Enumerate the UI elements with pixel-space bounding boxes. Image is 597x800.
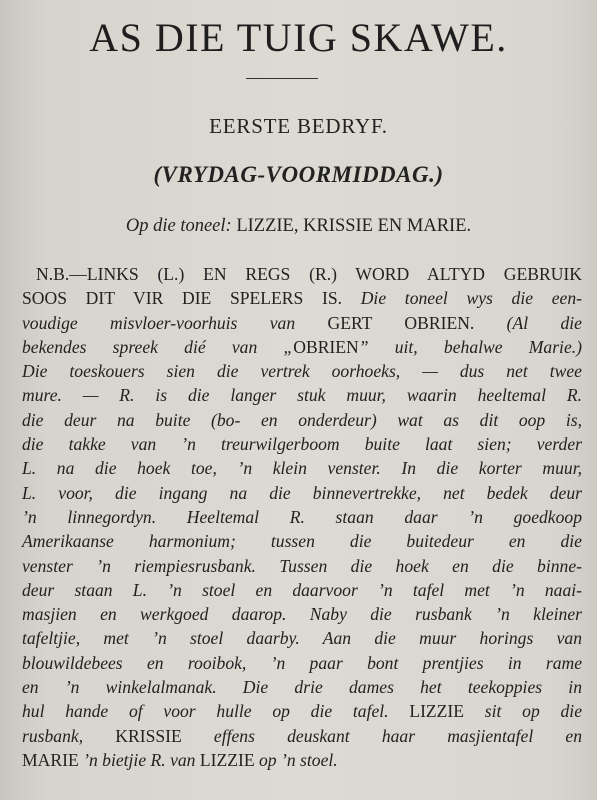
play-title: AS DIE TUIG SKAWE. bbox=[89, 15, 508, 60]
scene-time: (VRYDAG-VOORMIDDAG.) bbox=[153, 162, 444, 187]
text-span: ’n bietjie R. van bbox=[78, 749, 200, 770]
cast-line bbox=[0, 216, 597, 237]
text-line bbox=[22, 724, 582, 748]
text-line bbox=[22, 578, 582, 602]
text-span: voudige misvloer-voorhuis van bbox=[22, 312, 328, 333]
text-span: N.B.— bbox=[36, 264, 87, 284]
small-caps-text: SOOS DIT VIR DIE SPELERS IS. bbox=[22, 288, 361, 309]
small-caps-text: LIZZIE bbox=[409, 701, 465, 722]
text-line bbox=[22, 529, 582, 553]
text-span: Amerikaanse harmonium; tussen die buitedeur en die bbox=[22, 531, 582, 552]
small-caps-text: LIZZIE bbox=[199, 749, 255, 770]
act-heading: EERSTE BEDRYF. bbox=[209, 114, 388, 138]
small-caps-text: MARIE bbox=[22, 749, 79, 770]
text-span: sit op die bbox=[464, 701, 582, 722]
text-line bbox=[22, 383, 582, 407]
text-line bbox=[22, 505, 582, 529]
text-line bbox=[22, 311, 582, 335]
text-span: deur staan L. ’n stoel en daarvoor ’n tafel met ’n naai- bbox=[22, 579, 582, 600]
text-line bbox=[22, 456, 582, 480]
text-line bbox=[22, 286, 582, 310]
cast-prefix: Op die toneel: bbox=[125, 216, 232, 236]
stage-direction bbox=[22, 262, 582, 772]
text-span: ’n linnegordyn. Heeltemal R. staan daar ’n goedkoop bbox=[22, 506, 582, 527]
text-span: en ’n winkelalmanak. Die drie dames het teekoppies in bbox=[22, 677, 582, 698]
text-span: ” uit, behalwe Marie.) bbox=[358, 336, 583, 357]
text-span: die takke van ’n treurwilgerboom buite laat sien; verder bbox=[22, 434, 582, 455]
small-caps-text: GERT OBRIEN bbox=[327, 312, 470, 333]
text-line bbox=[22, 481, 582, 505]
text-span: die deur na buite (bo- en onderdeur) wat as dit oop is, bbox=[22, 409, 582, 430]
text-span: hul hande of voor hulle op die tafel. bbox=[22, 701, 410, 722]
text-span: tafeltjie, met ’n stoel daarby. Aan die muur horings van bbox=[22, 628, 582, 649]
text-span: . bbox=[469, 312, 507, 333]
text-line bbox=[22, 408, 582, 432]
text-span: masjien en werkgoed daarop. Naby die rusbank ’n kleiner bbox=[22, 604, 582, 625]
text-line bbox=[22, 335, 582, 359]
text-line bbox=[22, 262, 582, 286]
text-line bbox=[22, 651, 582, 675]
text-line bbox=[22, 748, 582, 772]
text-span: L. na die hoek toe, ’n klein venster. In die korter muur, bbox=[22, 458, 582, 479]
text-line bbox=[22, 675, 582, 699]
text-span: L. voor, die ingang na die binnevertrekke, net bedek deur bbox=[22, 482, 582, 503]
text-span: effens deuskant haar masjientafel en bbox=[181, 725, 582, 746]
text-span: Die toneel wys die een- bbox=[360, 288, 582, 309]
small-caps-text: KRISSIE bbox=[115, 725, 182, 746]
text-span: venster ’n riempiesrusbank. Tussen die hoek en die binne- bbox=[22, 555, 582, 576]
small-caps-text: LINKS (L.) EN REGS (R.) WORD ALTYD GEBRUIK bbox=[86, 264, 582, 284]
cast-names: LIZZIE, KRISSIE EN MARIE. bbox=[231, 216, 472, 236]
text-line bbox=[22, 359, 582, 383]
text-line bbox=[22, 626, 582, 650]
text-span: mure. — R. is die langer stuk muur, waarin heeltemal R. bbox=[22, 385, 582, 406]
text-line bbox=[22, 699, 582, 723]
text-span: op ’n stoel. bbox=[254, 749, 338, 770]
text-span: bekendes spreek dié van „ bbox=[22, 336, 294, 357]
title-divider bbox=[246, 78, 318, 79]
text-span: rusbank, bbox=[22, 725, 116, 746]
text-line bbox=[22, 554, 582, 578]
small-caps-text: OBRIEN bbox=[293, 336, 359, 357]
text-line bbox=[22, 432, 582, 456]
text-span: Die toeskouers sien die vertrek oorhoeks, — dus net twee bbox=[22, 361, 582, 382]
text-line bbox=[22, 602, 582, 626]
text-span: blouwildebees en rooibok, ’n paar bont prentjies in rame bbox=[22, 652, 582, 673]
text-span: (Al die bbox=[506, 312, 582, 333]
